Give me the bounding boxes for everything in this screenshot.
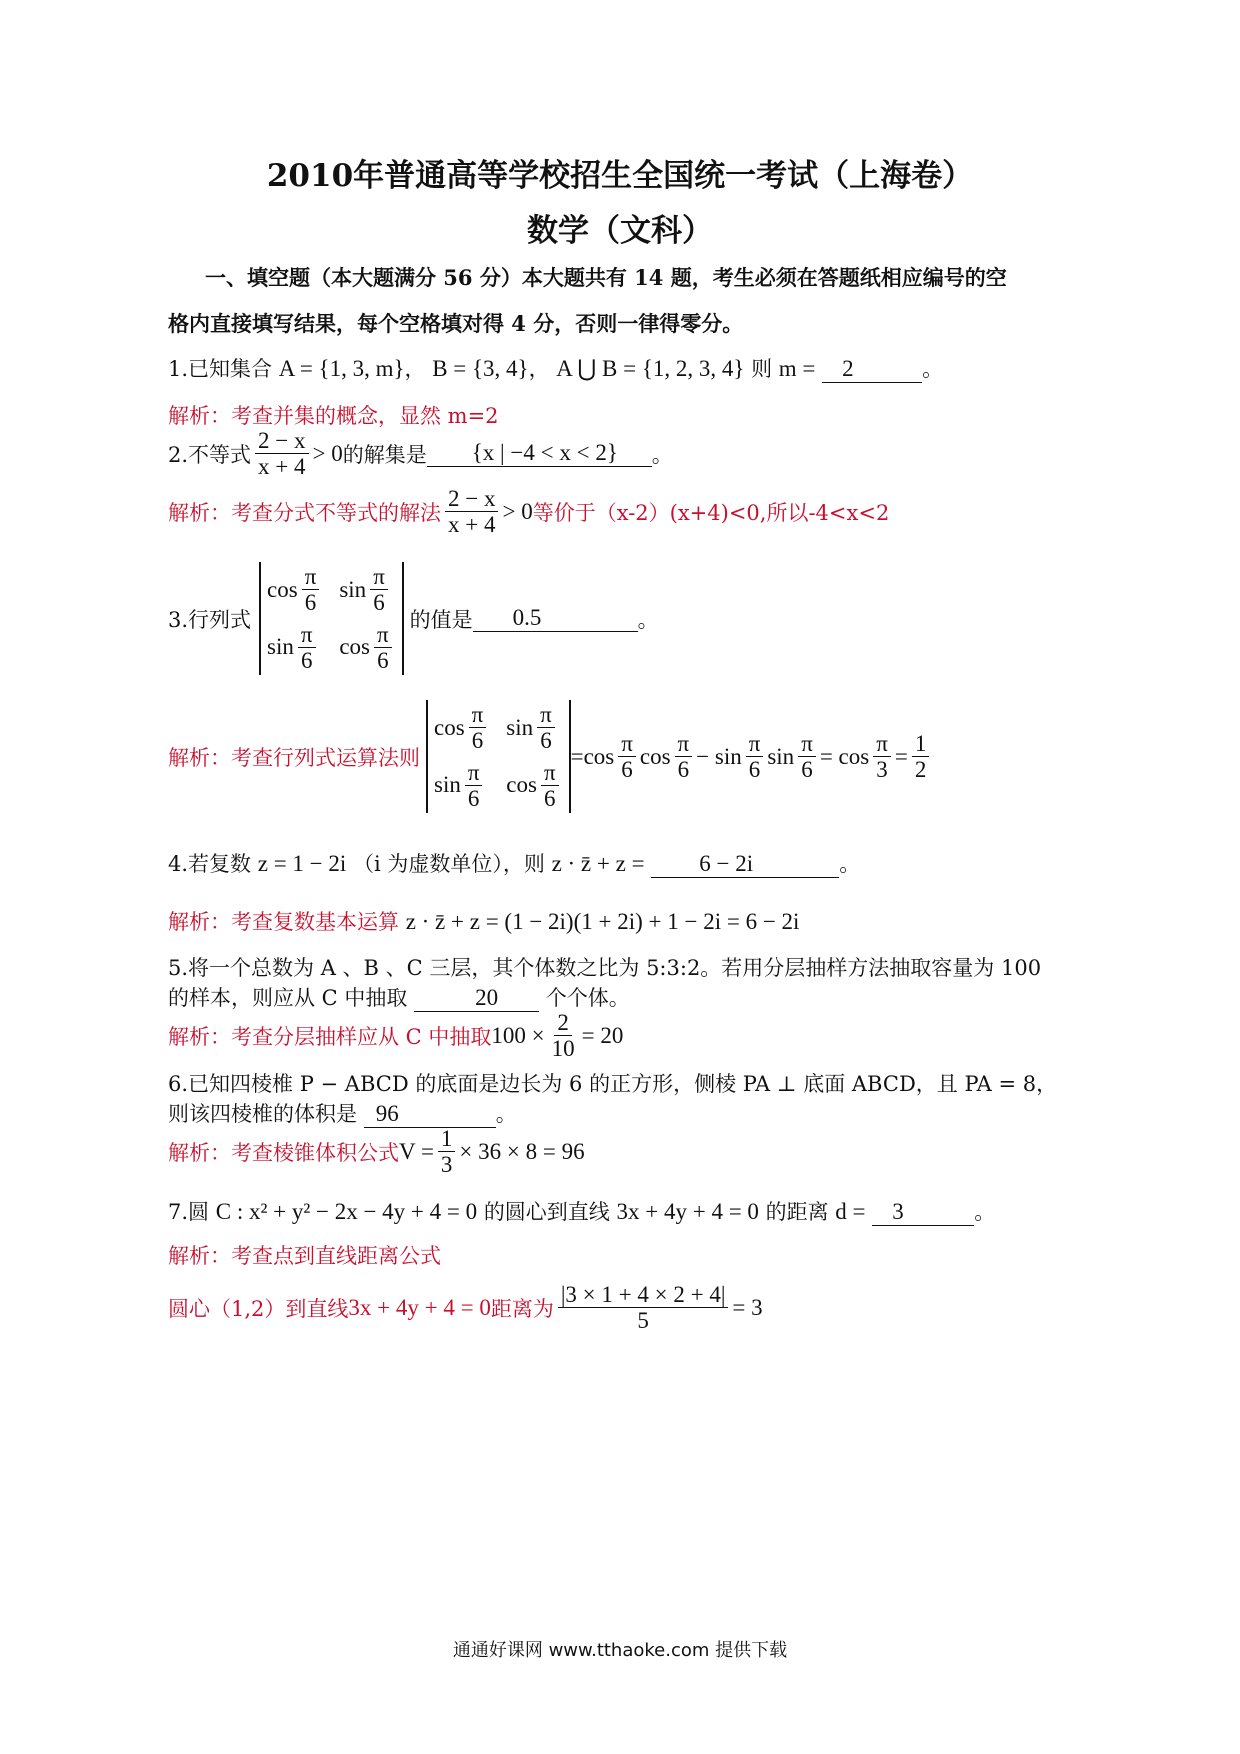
q3-sol-det-cell-22	[506, 760, 562, 812]
q2-relation: > 0	[312, 440, 343, 466]
q2-fraction	[255, 428, 308, 480]
question-7	[168, 1196, 995, 1226]
q5-solution-numerator: 2	[554, 1010, 572, 1036]
q1-then: 则	[751, 357, 773, 381]
q3-det-cell-11	[267, 564, 323, 616]
six: 6	[621, 757, 633, 783]
q2-solution	[168, 486, 889, 538]
q3-sol-det-cell-12	[506, 702, 562, 754]
q1-solution: 解析：考查并集的概念，显然 m=2	[168, 404, 499, 428]
q4-solution-expr: z · z̄ + z = (1 − 2i)(1 + 2i) + 1 − 2i = 6 − 2i	[405, 909, 800, 934]
q7-solution-prefix: 圆心（1,2）到直线	[168, 1296, 349, 1321]
q5-solution-fraction	[549, 1010, 578, 1062]
q7-solution-line: 3x + 4y + 4 = 0	[348, 1294, 491, 1320]
six: 6	[373, 590, 385, 616]
pi: π	[873, 731, 891, 757]
q6-end: 。	[495, 1102, 517, 1126]
question-1	[168, 353, 943, 383]
q5-line-1: 5.将一个总数为 A 、B 、C 三层，其个体数之比为 5:3:2。若用分层抽样方法抽取容量为 100	[168, 956, 1042, 980]
q4-prefix: 4.若复数	[168, 852, 252, 876]
q5-solution-denominator: 10	[551, 1036, 575, 1062]
q3-solution-expression	[571, 731, 934, 783]
q7-line: 3x + 4y + 4 = 0	[616, 1199, 759, 1224]
q6-solution-denominator: 3	[440, 1152, 453, 1178]
q7-prefix: 7.圆	[168, 1200, 210, 1224]
q1-sep-1: ，	[404, 357, 426, 381]
q1-end: 。	[922, 357, 944, 381]
q4-paren: （i 为虚数单位），则	[352, 852, 545, 876]
q1-answer: 2	[822, 356, 922, 383]
q6-solution-numerator: 1	[438, 1126, 456, 1152]
q7-solution-numerator: |3 × 1 + 4 × 2 + 4|	[558, 1282, 729, 1308]
q5-solution	[168, 1010, 623, 1062]
q2-end: 。	[651, 442, 673, 467]
q7-d: d =	[835, 1199, 866, 1224]
q3-sol-det-cell-21	[434, 760, 490, 812]
q2-solution-relation: > 0	[502, 498, 533, 524]
q6-line-2-prefix: 则该四棱椎的体积是	[168, 1102, 357, 1126]
pi: π	[302, 564, 320, 590]
q7-solution-end: = 3	[732, 1294, 763, 1320]
q6-answer: 96	[364, 1101, 496, 1128]
q7-solution-denominator: 5	[637, 1308, 649, 1334]
two: 2	[914, 757, 927, 783]
q7-solution-mid: 距离为	[490, 1296, 554, 1321]
pi: π	[537, 702, 555, 728]
six: 6	[540, 728, 552, 754]
cos-label: cos	[339, 634, 371, 660]
q2-denominator: x + 4	[258, 454, 306, 480]
six: 6	[300, 647, 313, 673]
one: 1	[912, 731, 930, 757]
three: 3	[876, 757, 888, 783]
pi: π	[370, 564, 388, 590]
q6-solution-b: × 36 × 8 = 96	[459, 1138, 585, 1164]
instructions-line-2: 格内直接填写结果，每个空格填对得 4 分，否则一律得零分。	[168, 311, 744, 336]
q3-solution-determinant	[426, 700, 571, 813]
q4-end: 。	[839, 852, 861, 876]
pi: π	[675, 731, 693, 757]
q7-mid-2: 的距离	[765, 1200, 829, 1224]
pi: π	[746, 731, 764, 757]
q3-det-cell-12	[339, 564, 395, 616]
q5-line-2	[168, 982, 630, 1012]
expr-part: = cos	[819, 743, 870, 769]
q5-line-2-prefix: 的样本，则应从 C 中抽取	[168, 986, 408, 1010]
q2-solution-prefix: 解析：考查分式不等式的解法	[168, 500, 441, 525]
sin-label: sin	[339, 576, 367, 602]
page-subtitle: 数学（文科）	[527, 213, 713, 249]
q3-sol-det-cell-11	[434, 702, 490, 754]
sin-label: sin	[506, 714, 534, 740]
q6-solution-fraction	[438, 1126, 456, 1178]
q3-determinant	[259, 562, 404, 675]
q6-solution-prefix: 解析：考查棱锥体积公式	[168, 1140, 399, 1165]
cos-label: cos	[506, 772, 537, 798]
question-4	[168, 848, 860, 878]
q1-union: A ⋃ B = {1, 2, 3, 4}	[556, 356, 745, 381]
q3-answer: 0.5	[473, 605, 638, 632]
q5-solution-a: 100 ×	[491, 1022, 545, 1048]
q4-expr: z · z̄ + z =	[551, 851, 645, 876]
q2-solution-denominator: x + 4	[448, 512, 496, 538]
q6-line-2	[168, 1098, 517, 1128]
q5-solution-b: = 20	[581, 1022, 624, 1048]
q7-mid-1: 的圆心到直线	[483, 1200, 610, 1224]
six: 6	[304, 590, 317, 616]
q3-solution-prefix: 解析：考查行列式运算法则	[168, 745, 420, 770]
expr-part: cos	[639, 743, 671, 769]
pi: π	[541, 760, 559, 786]
q7-end: 。	[974, 1200, 996, 1224]
six: 6	[467, 785, 480, 811]
expr-part: sin	[767, 743, 795, 769]
q7-solution-fraction	[558, 1282, 729, 1334]
q5-solution-prefix: 解析：考查分层抽样应从 C 中抽取	[168, 1024, 492, 1049]
q2-mid: 的解集是	[342, 442, 427, 467]
question-2	[168, 428, 673, 480]
q3-mid: 的值是	[409, 607, 473, 632]
pi: π	[374, 622, 392, 648]
q2-answer: {x | −4 < x < 2}	[427, 440, 652, 467]
q2-solution-numerator: 2 − x	[445, 486, 498, 512]
q4-z: z = 1 − 2i	[257, 851, 347, 876]
question-3	[168, 562, 659, 675]
q3-end: 。	[637, 607, 659, 632]
q1-sep-2: ，	[528, 357, 550, 381]
pi: π	[798, 731, 816, 757]
six: 6	[471, 728, 484, 754]
q2-solution-rest: 等价于（x-2）(x+4)<0,所以-4<x<2	[532, 500, 890, 525]
six: 6	[677, 757, 690, 783]
q1-var: m =	[778, 356, 816, 381]
q3-solution	[168, 700, 933, 813]
cos-label: cos	[434, 714, 465, 740]
q4-solution	[168, 906, 799, 936]
cos-label: cos	[267, 576, 298, 602]
six: 6	[801, 757, 813, 783]
pi: π	[618, 731, 636, 757]
q6-line-1: 6.已知四棱椎 P − ABCD 的底面是边长为 6 的正方形，侧棱 PA ⊥ 底面 ABCD，且 PA = 8，	[168, 1072, 1058, 1096]
q4-answer: 6 − 2i	[651, 851, 839, 878]
q6-solution-a: V =	[399, 1138, 434, 1164]
q3-prefix: 3.行列式	[168, 607, 252, 632]
q3-det-cell-21	[267, 622, 323, 674]
expr-part: =cos	[570, 743, 615, 769]
expr-part: − sin	[696, 743, 742, 769]
q5-answer: 20	[414, 985, 539, 1012]
q1-set-a: A = {1, 3, m}	[278, 356, 405, 381]
q7-solution-line-1: 解析：考查点到直线距离公式	[168, 1244, 441, 1268]
expr-part: =	[894, 743, 908, 769]
q7-answer: 3	[872, 1199, 974, 1226]
q5-line-2-end: 个个体。	[545, 986, 630, 1010]
pi: π	[465, 760, 483, 786]
six: 6	[377, 647, 389, 673]
q3-det-cell-22	[339, 622, 395, 674]
page-title: 2010年普通高等学校招生全国统一考试（上海卷）	[266, 158, 974, 194]
instructions-line-1: 一、填空题（本大题满分 56 分）本大题共有 14 题，考生必须在答题纸相应编号的空	[205, 265, 1007, 290]
q2-prefix: 2.不等式	[168, 442, 252, 467]
q7-solution-line-2	[168, 1282, 763, 1334]
q7-circle: C : x² + y² − 2x − 4y + 4 = 0	[215, 1199, 478, 1224]
q2-numerator: 2 − x	[255, 428, 308, 454]
pi: π	[469, 702, 487, 728]
q2-solution-fraction	[445, 486, 498, 538]
pi: π	[298, 622, 316, 648]
q4-solution-prefix: 解析：考查复数基本运算	[168, 910, 399, 934]
q1-set-b: B = {3, 4}	[432, 356, 529, 381]
six: 6	[544, 785, 556, 811]
q1-prefix: 1.已知集合	[168, 357, 273, 381]
sin-label: sin	[267, 634, 294, 660]
page-footer: 通通好课网 www.tthaoke.com 提供下载	[452, 1640, 788, 1661]
six: 6	[748, 757, 761, 783]
q6-solution	[168, 1126, 585, 1178]
sin-label: sin	[434, 772, 461, 798]
